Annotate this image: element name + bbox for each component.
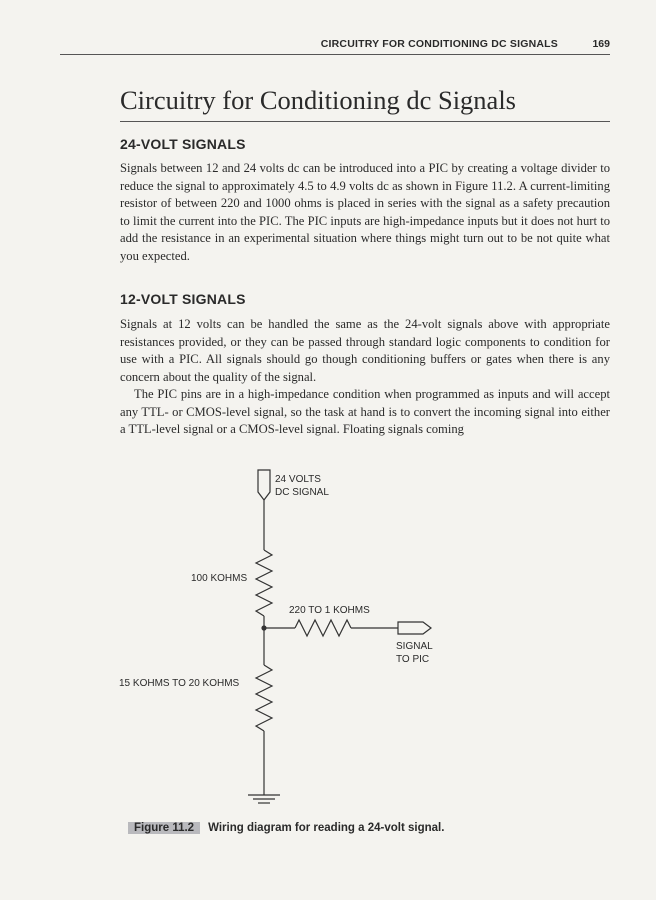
lower-resistor-label: 15 KOHMS TO 20 KOHMS xyxy=(119,678,240,689)
section-heading-12-volt: 12-VOLT SIGNALS xyxy=(120,291,246,307)
output-label-line1: SIGNAL xyxy=(396,641,433,652)
series-resistor-label: 220 TO 1 KOHMS xyxy=(289,605,370,616)
running-head-title: CIRCUITRY FOR CONDITIONING DC SIGNALS xyxy=(320,38,558,50)
title-rule xyxy=(120,121,610,122)
input-label-line1: 24 VOLTS xyxy=(275,474,321,485)
lower-resistor xyxy=(256,665,272,731)
output-terminal xyxy=(398,622,431,634)
paragraph-12-volt-2: The PIC pins are in a high-impedance condition when programmed as inputs and will accept any TTL- or CMOS-level signal, so the task at hand is to convert the incoming signal into either a TTL-level signal or a CMOS-level signal. Floating signals coming xyxy=(120,387,610,437)
figure-caption xyxy=(128,820,488,837)
wiring-diagram xyxy=(100,462,500,812)
page-number: 169 xyxy=(592,38,610,50)
output-label-line2: TO PIC xyxy=(396,654,430,665)
figure-label: Figure 11.2 xyxy=(128,822,200,834)
input-label-line2: DC SIGNAL xyxy=(275,487,329,498)
upper-resistor-label: 100 KOHMS xyxy=(191,573,248,584)
ground-icon xyxy=(248,795,280,803)
input-terminal xyxy=(258,470,270,500)
series-resistor xyxy=(295,620,351,636)
running-head xyxy=(60,38,610,55)
paragraph-24-volt: Signals between 12 and 24 volts dc can be introduced into a PIC by creating a voltage divider to reduce the signal to approximately 4.5 to 4.9 volts dc as shown in Figure 11.2. A current-limiting resistor of between 220 and 1000 ohms is placed in series with the signal as a safety precaution to limit the current into the PIC. The PIC inputs are high-impedance inputs but it does not hurt to add the resistance in an experimental situation where things might turn out to be not quite what you expected. xyxy=(120,161,610,263)
upper-resistor xyxy=(256,550,272,616)
caption-text: Wiring diagram for reading a 24-volt signal. xyxy=(208,822,445,834)
section-heading-24-volt: 24-VOLT SIGNALS xyxy=(120,136,246,152)
chapter-section-title: Circuitry for Conditioning dc Signals xyxy=(120,85,516,115)
paragraph-12-volt-1: Signals at 12 volts can be handled the same as the 24-volt signals above with appropriate resistances provided, or they can be passed through standard logic components to condition for use with a PIC. All signals should go though conditioning buffers or gates when there is any concern about the quality of the signal. xyxy=(120,317,610,384)
